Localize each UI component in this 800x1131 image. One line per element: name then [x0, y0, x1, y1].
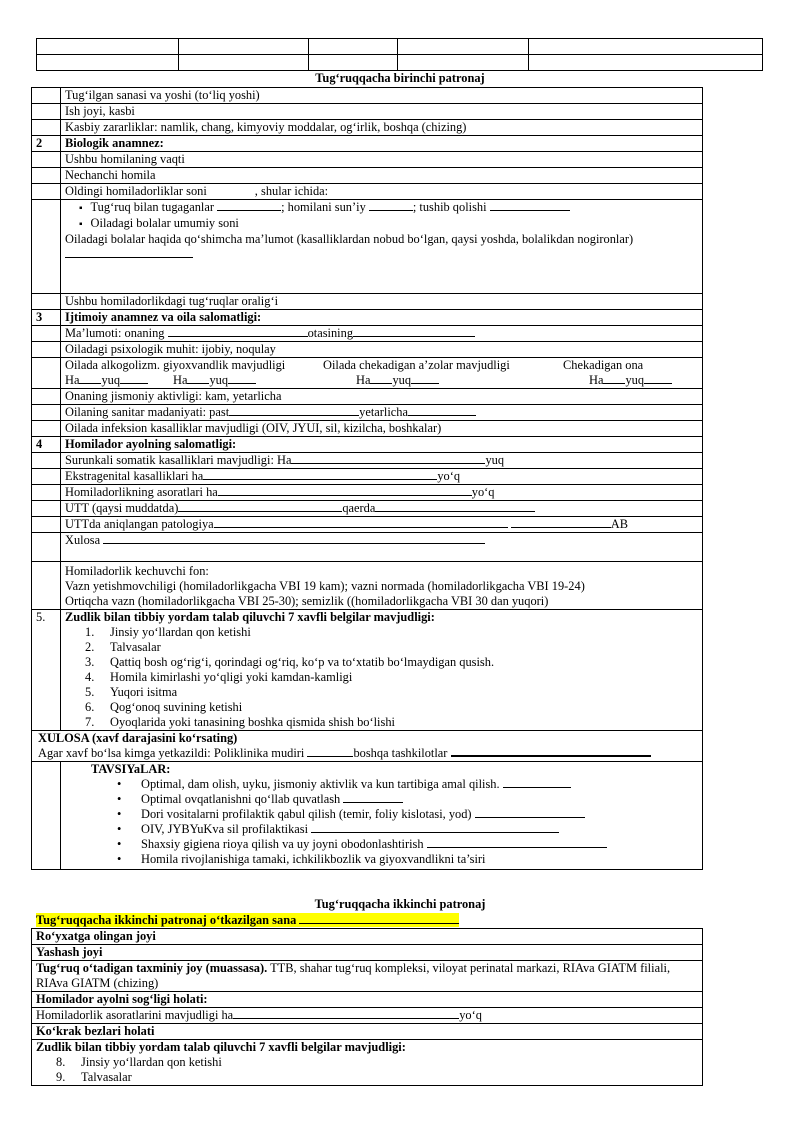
blank-cell	[37, 39, 179, 55]
danger-signs-cell-2: Zudlik bilan tibbiy yordam talab qiluvchi 7 xavfli belgilar mavjudligi: 8. Jinsiy yo‘llardan qon ketishi 9. Talvasalar	[32, 1040, 703, 1086]
danger-signs-cell: Zudlik bilan tibbiy yordam talab qiluvchi 7 xavfli belgilar mavjudligi: 1. Jinsiy yo‘llardan qon ketishi 2. Talvasalar 3. Qattiq bosh og‘rig‘i, qorindagi og‘riq, ko‘p va to‘xtatib bo‘lmaydigan qusish. 4. Homila kimirlashi yo‘qligi yoki kamdan-kamligi 5. Yuqori isitma 6. Qog‘onoq suvining ketishi 7. Oyoqlarida yoki tanasining boshka qismida shish bo‘lishi	[61, 610, 703, 731]
habits-row: Oilada alkogolizm. giyoxvandlik mavjudligi Oilada chekadigan a’zolar mavjudligi Chekadigan ona Ha yuq Ha yuq Ha yuq Ha yuq	[61, 358, 703, 389]
list-item	[56, 1055, 698, 1070]
birth-place-row: Tug‘ruq o‘tadigan taxminiy joy (muassasa). TTB, shahar tug‘ruq kompleksi, viloyat perinatal markazi, RIAva GIATM filiali, RIAva GIATM (chizing)	[32, 961, 703, 992]
list-text: Jinsiy yo‘llardan qon ketishi	[81, 1055, 222, 1069]
background-row: Homiladorlik kechuvchi fon: Vazn yetishmovchiligi (homiladorlikgacha VBI 19 kam); vazni normada (homiladorlikgacha VBI 19-24) Ortiqcha vazn (homiladorlikgacha VBI 25-30); semizlik ((homiladorlikgacha VBI 30 dan yuqori)	[61, 562, 703, 610]
health-row: Homilador ayolni sog‘ligi holati:	[32, 992, 703, 1008]
list-number: 7.	[85, 715, 95, 729]
list-text: Oyoqlarida yoki tanasining boshka qismida shish bo‘lishi	[110, 715, 395, 729]
which-row: Nechanchi homila	[61, 168, 703, 184]
list-item: • Optimal, dam olish, uyku, jismoniy aktivlik va kun tartibiga amal qilish.	[117, 777, 698, 792]
blank-cell	[529, 39, 763, 55]
blank-cell	[309, 55, 398, 71]
summary-cell: XULOSA (xavf darajasini ko‘rsating) Agar xavf bo‘lsa kimga yetkazildi: Poliklinika mudiri boshqa tashkilotlar	[32, 731, 703, 762]
list-text: Talvasalar	[110, 640, 161, 654]
conclusion-row: Xulosa	[61, 533, 703, 562]
list-number: 8.	[56, 1055, 66, 1069]
list-text: Talvasalar	[81, 1070, 132, 1084]
section-number: 5.	[32, 610, 61, 731]
list-item	[85, 700, 698, 715]
section-number: 3	[32, 310, 61, 326]
blank-cell	[179, 39, 309, 55]
children-block	[61, 200, 703, 294]
registered-row: Ro‘yxatga olingan joyi	[32, 929, 703, 945]
list-number: 9.	[56, 1070, 66, 1084]
section-heading: Ijtimoiy anamnez va oila salomatligi:	[61, 310, 703, 326]
list-item: • OIV, JYBYuKva sil profilaktikasi	[117, 822, 698, 837]
first-patronage-table	[31, 87, 703, 870]
interval-row: Ushbu homiladorlikdagi tug‘ruqlar oralig‘i	[61, 294, 703, 310]
first-patronage-title: Tug‘ruqqacha birinchi patronaj	[315, 71, 485, 85]
list-item	[85, 640, 698, 655]
previous-row: Oldingi homiladorliklar soni , shular ichida:	[61, 184, 703, 200]
chronic-row: Surunkali somatik kasalliklari mavjudligi: Ha yuq	[61, 453, 703, 469]
list-item	[85, 655, 698, 670]
birth-row: Tug‘ilgan sanasi va yoshi (to‘liq yoshi)	[61, 88, 703, 104]
list-item: • Shaxsiy gigiena rioya qilish va uy joyni obodonlashtirish	[117, 837, 698, 852]
recommendations-cell: TAVSIYaLAR: • Optimal, dam olish, uyku, jismoniy aktivlik va kun tartibiga amal qilish. • Optimal ovqatlanishni qo‘llab quvatlash • Dori vositalarni profilaktik qabul qilish (temir, foliy kislotasi, yod) • OIV, JYBYuKva sil profilaktikasi • Shaxsiy gigiena rioya qilish va uy joyni obodonlashtirish • Homila rivojlanishiga tamaki, ichkilikbozlik va giyoxvandlikni ta’siri	[61, 762, 703, 870]
activity-row: Onaning jismoniy aktivligi: kam, yetarlicha	[61, 389, 703, 405]
list-item: ▪ Tug‘ruq bilan tugaganlar ; homilani sun’iy ; tushib qolishi	[79, 200, 698, 216]
section-number: 2	[32, 136, 61, 152]
list-item	[85, 670, 698, 685]
list-item	[85, 715, 698, 730]
list-item: • Dori vositalarni profilaktik qabul qilish (temir, foliy kislotasi, yod)	[117, 807, 698, 822]
list-item	[85, 685, 698, 700]
blank-cell	[529, 55, 763, 71]
second-date-row: Tug‘ruqqacha ikkinchi patronaj o‘tkazilgan sana	[36, 912, 459, 928]
breast-row: Ko‘krak bezlari holati	[32, 1024, 703, 1040]
list-item	[56, 1070, 698, 1085]
section-heading: Homilador ayolning salomatligi:	[61, 437, 703, 453]
children-info: Oiladagi bolalar haqida qo‘shimcha ma’lumot (kasalliklardan nobud bo‘lgan, qaysi yoshda, bolalikdan nogironlar)	[65, 232, 698, 262]
second-patronage-title: Tug‘ruqqacha ikkinchi patronaj	[314, 897, 486, 911]
ultrasound-row: UTT (qaysi muddatda) qaerda	[61, 501, 703, 517]
hazards-row: Kasbiy zararliklar: namlik, chang, kimyoviy moddalar, og‘irlik, boshqa (chizing)	[61, 120, 703, 136]
list-item: ▪ Oiladagi bolalar umumiy soni	[79, 216, 698, 232]
section-number: 4	[32, 437, 61, 453]
list-number: 2.	[85, 640, 95, 654]
sanitary-row: Oilaning sanitar madaniyati: past yetarlicha	[61, 405, 703, 421]
education-row: Ma’lumoti: onaning otasining	[61, 326, 703, 342]
extragenital-row: Ekstragenital kasalliklari ha yo‘q	[61, 469, 703, 485]
second-patronage-table	[31, 928, 703, 1086]
list-text: Jinsiy yo‘llardan qon ketishi	[110, 625, 251, 639]
list-number: 1.	[85, 625, 95, 639]
list-item: • Homila rivojlanishiga tamaki, ichkilikbozlik va giyoxvandlikni ta’siri	[117, 852, 698, 867]
list-item: • Optimal ovqatlanishni qo‘llab quvatlash	[117, 792, 698, 807]
blank-cell	[398, 39, 529, 55]
work-row: Ish joyi, kasbi	[61, 104, 703, 120]
section-heading: Biologik anamnez:	[61, 136, 703, 152]
blank-cell	[179, 55, 309, 71]
list-number: 5.	[85, 685, 95, 699]
complications-row: Homiladorlikning asoratlari ha yo‘q	[61, 485, 703, 501]
blank-cell	[398, 55, 529, 71]
psych-row: Oiladagi psixologik muhit: ijobiy, noqulay	[61, 342, 703, 358]
infection-row: Oilada infeksion kasalliklar mavjudligi (OIV, JYUI, sil, kizilcha, boshkalar)	[61, 421, 703, 437]
list-text: Qattiq bosh og‘rig‘i, qorindagi og‘riq, ko‘p va to‘xtatib bo‘lmaydigan qusish.	[110, 655, 495, 669]
residence-row: Yashash joyi	[32, 945, 703, 961]
header-blank-table	[36, 38, 763, 71]
complications-row-2: Homiladorlik asoratlarini mavjudligi ha yo‘q	[32, 1008, 703, 1024]
blank-cell	[37, 55, 179, 71]
list-text: Homila kimirlashi yo‘qligi yoki kamdan-kamligi	[110, 670, 353, 684]
pathology-row: UTTda aniqlangan patologiya AB	[61, 517, 703, 533]
blank-cell	[309, 39, 398, 55]
list-number: 4.	[85, 670, 95, 684]
list-text: Qog‘onoq suvining ketishi	[110, 700, 243, 714]
list-item	[85, 625, 698, 640]
list-text: Yuqori isitma	[110, 685, 178, 699]
list-number: 6.	[85, 700, 95, 714]
term-row: Ushbu homilaning vaqti	[61, 152, 703, 168]
list-number: 3.	[85, 655, 95, 669]
